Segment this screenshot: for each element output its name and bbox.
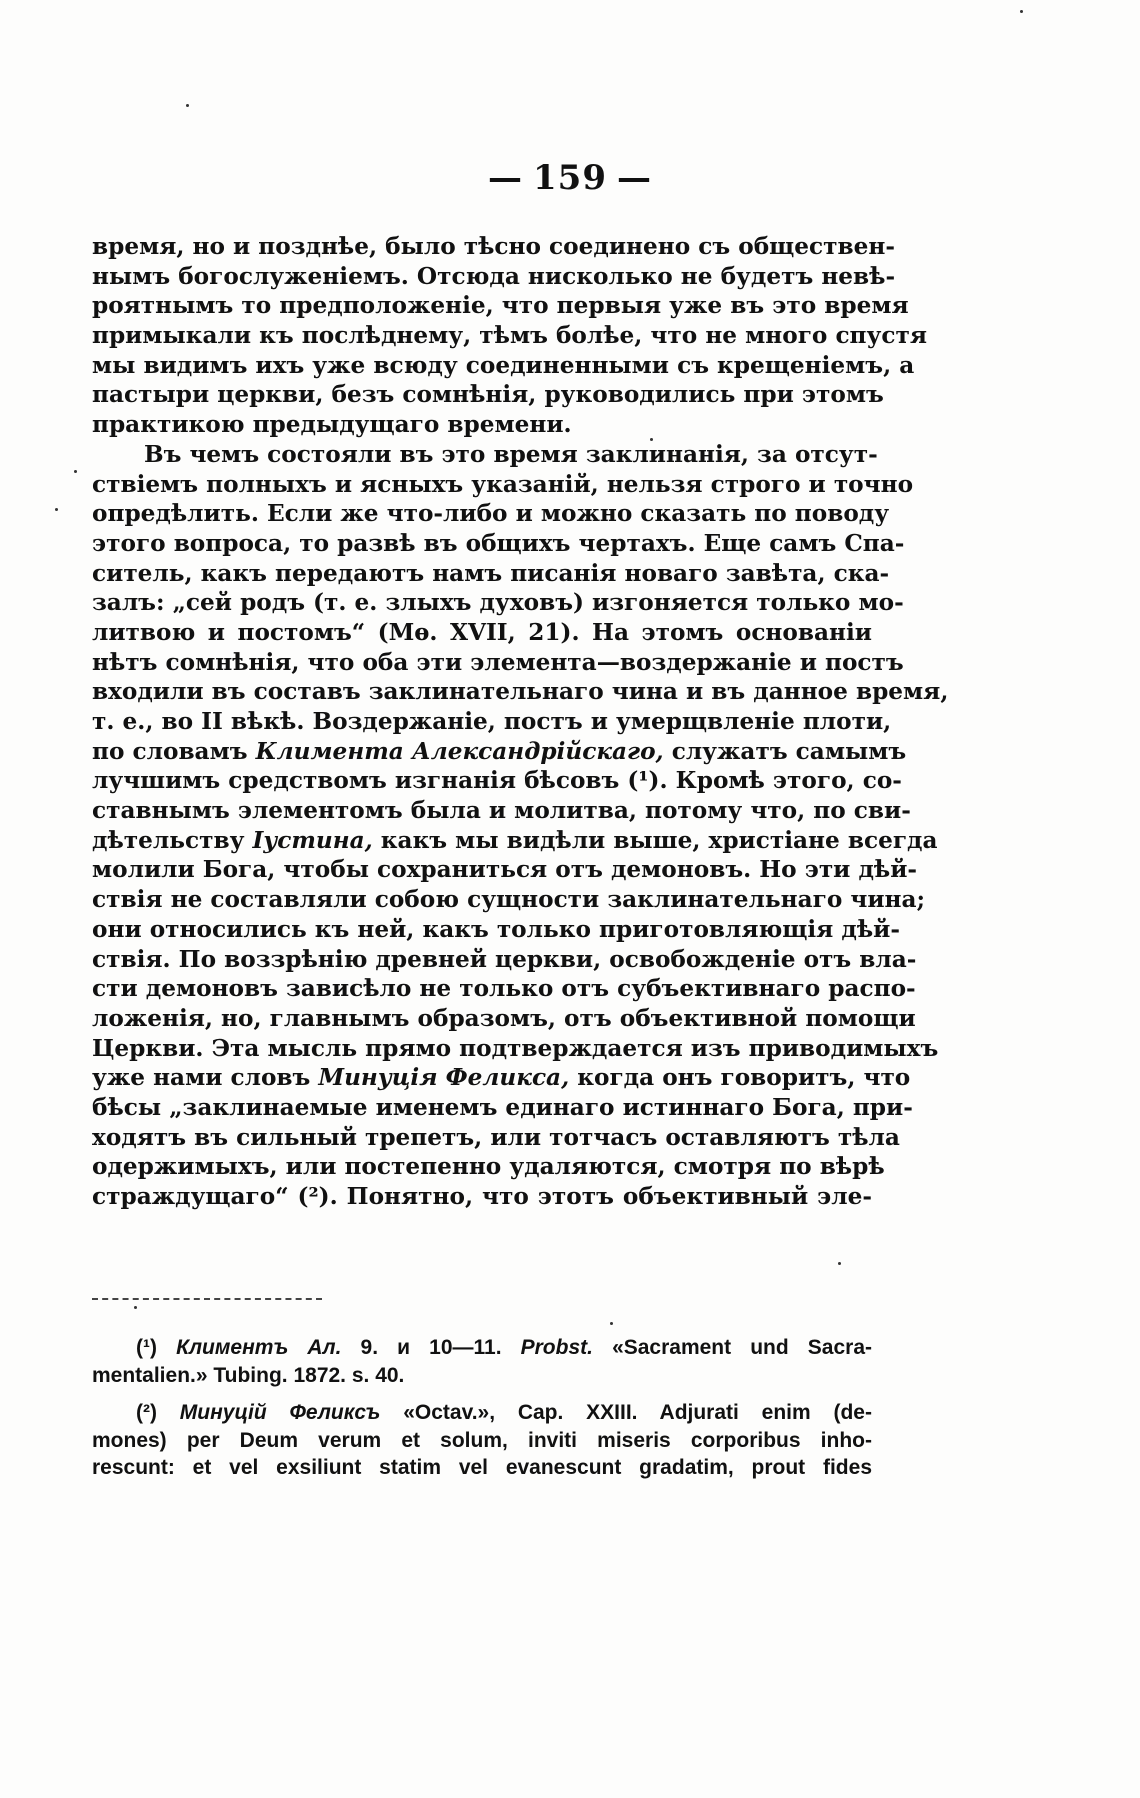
text-line: ствія. По воззрѣнію древней церкви, освобожденіе отъ вла- (92, 945, 917, 973)
footnote-line: rescunt: et vel exsiliunt statim vel evanescunt gradatim, prout fides (92, 1456, 872, 1479)
scan-speck (134, 1306, 137, 1309)
footnote-text: «Octav.», Cap. XXIII. Adjurati enim (de- (403, 1401, 872, 1424)
footnote-line (92, 1399, 872, 1427)
text-line: бѣсы „заклинаемые именемъ единаго истиннаго Бога, при- (92, 1093, 913, 1121)
text-line: примыкали къ послѣднему, тѣмъ болѣе, что не много спустя (92, 322, 927, 350)
text-line: опредѣлить. Если же что-либо и можно сказать по поводу (92, 500, 890, 528)
text-line: ствіемъ полныхъ и ясныхъ указаній, нельзя строго и точно (92, 470, 914, 498)
text-segment: уже нами словъ (92, 1064, 311, 1092)
text-line: сти демоновъ зависѣло не только отъ субъективнаго распо- (92, 975, 916, 1003)
text-line: молили Бога, чтобы сохраниться отъ демоновъ. Но эти дѣй- (92, 856, 918, 884)
text-segment: какъ мы видѣли выше, христіане всегда (380, 826, 938, 854)
text-segment: когда онъ говоритъ, что (577, 1064, 911, 1092)
text-line: нымъ богослуженіемъ. Отсюда нисколько не будетъ невѣ- (92, 262, 896, 290)
footnote-marker: (¹) (136, 1336, 157, 1359)
main-text (92, 232, 949, 1212)
text-line: страждущаго“ (²). Понятно, что этотъ объективный эле- (92, 1183, 872, 1210)
page-number-dash-left: — (488, 158, 523, 198)
text-line: лучшимъ средствомъ изгнанія бѣсовъ (¹). Кромѣ этого, со- (92, 767, 902, 795)
text-line: мы видимъ ихъ уже всюду соединенными съ крещеніемъ, а (92, 351, 915, 379)
text-line: роятнымъ то предположеніе, что первыя уже въ это время (92, 292, 909, 320)
text-line: залъ: „сей родъ (т. е. злыхъ духовъ) изгоняется только мо- (92, 589, 904, 617)
footnote-author: Климентъ Ал. (176, 1336, 342, 1359)
footnote-2 (92, 1399, 872, 1482)
text-line: ставнымъ элементомъ была и молитва, потому что, по сви- (92, 797, 911, 825)
text-line: время, но и позднѣе, было тѣсно соединено съ обществен- (92, 233, 895, 260)
text-segment: по словамъ (92, 737, 248, 765)
scan-speck (74, 470, 77, 473)
footnote-line (92, 1334, 872, 1362)
footnote-marker: (²) (136, 1401, 157, 1424)
page-number (0, 158, 1140, 198)
footnote-author: Минуцій Феликсъ (179, 1401, 381, 1424)
text-line: Церкви. Эта мысль прямо подтверждается изъ приводимыхъ (92, 1034, 939, 1062)
text-line-mixed (92, 826, 938, 856)
text-line-mixed (92, 737, 907, 767)
text-line: Въ чемъ состояли въ это время заклинанія, за отсут- (144, 440, 878, 468)
text-line-mixed (92, 1063, 911, 1093)
footnote-work: Probst. (520, 1336, 593, 1359)
text-line: входили въ составъ заклинательнаго чина и въ данное время, (92, 678, 949, 706)
footnote-1 (92, 1334, 872, 1389)
footnote-line: mentalien.» Tubing. 1872. s. 40. (92, 1363, 405, 1387)
scan-speck (1020, 10, 1023, 13)
text-line: нѣтъ сомнѣнія, что оба эти элемента—воздержаніе и постъ (92, 648, 904, 676)
text-line: ложенія, но, главнымъ образомъ, отъ объективной помощи (92, 1004, 916, 1032)
text-line: они относились къ ней, какъ только приготовляющія дѣй- (92, 915, 900, 943)
italic-name-justin: Іустина, (252, 826, 373, 854)
footnote-divider (92, 1298, 322, 1300)
italic-name-clement: Климента Александрійскаго, (255, 737, 664, 765)
scan-speck (186, 104, 189, 107)
footnote-text: 9. и 10—11. (360, 1336, 502, 1359)
text-segment: служатъ самымъ (671, 737, 907, 765)
footnote-line: mones) per Deum verum et solum, inviti miseris corporibus inho- (92, 1428, 872, 1452)
scan-speck (610, 1322, 613, 1325)
text-line: литвою и постомъ“ (Мѳ. XVII, 21). На этомъ основаніи (92, 618, 872, 646)
scan-speck (650, 438, 653, 441)
footnote-text: «Sacrament und Sacra- (612, 1336, 872, 1359)
page-number-value: 159 (533, 158, 607, 198)
footnotes (92, 1334, 872, 1492)
text-line: пастыри церкви, безъ сомнѣнія, руководились при этомъ (92, 381, 884, 409)
text-line: ствія не составляли собою сущности заклинательнаго чина; (92, 886, 926, 914)
scan-speck (55, 508, 58, 511)
text-segment: дѣтельству (92, 826, 245, 854)
italic-name-minucius: Минуція Феликса, (318, 1064, 570, 1092)
text-line: одержимыхъ, или постепенно удаляются, смотря по вѣрѣ (92, 1153, 885, 1181)
text-line: т. е., во II вѣкѣ. Воздержаніе, постъ и умерщвленіе плоти, (92, 708, 892, 735)
text-line: этого вопроса, то развѣ въ общихъ чертахъ. Еще самъ Спа- (92, 529, 905, 557)
scan-speck (838, 1262, 841, 1265)
page-number-dash-right: — (616, 158, 652, 198)
text-line: ходятъ въ сильный трепетъ, или тотчасъ оставляютъ тѣла (92, 1123, 900, 1151)
text-line: ситель, какъ передаютъ намъ писанія новаго завѣта, ска- (92, 559, 890, 587)
text-line: практикою предыдущаго времени. (92, 411, 572, 439)
